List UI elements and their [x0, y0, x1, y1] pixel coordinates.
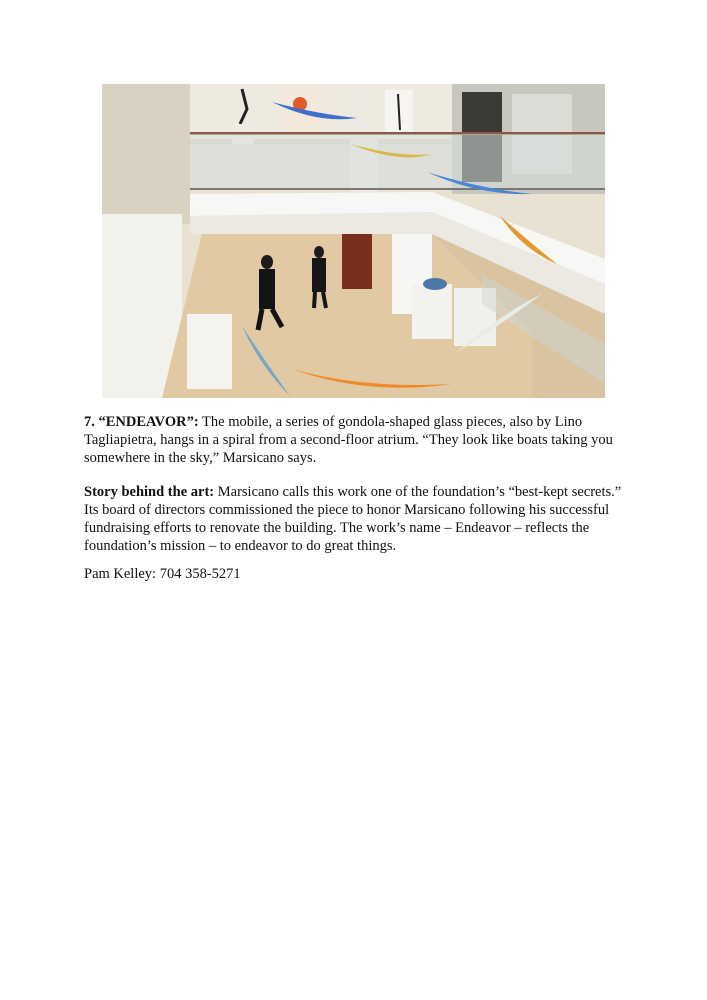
- atrium-photo: [102, 84, 605, 398]
- story-body: Marsicano calls this work one of the foundation’s “best-kept secrets.” Its board of directors commissioned the piece to honor Marsicano following his successful fundraising efforts to renovate the building. The work’s name – Endeavor – reflects the foundation’s mission – to endeavor to do great things.: [84, 484, 622, 554]
- byline: Pam Kelley: 704 358-5271: [84, 566, 241, 582]
- item-7-paragraph: [84, 413, 624, 467]
- item-7-body: The mobile, a series of gondola-shaped glass pieces, also by Lino Tagliapietra, hangs in a spiral from a second-floor atrium. “They look like boats taking you somewhere in the sky,” Marsicano says.: [84, 414, 613, 466]
- story-paragraph: [84, 483, 624, 555]
- item-7-heading: 7. “ENDEAVOR”:: [84, 414, 199, 430]
- story-heading: Story behind the art:: [84, 484, 215, 500]
